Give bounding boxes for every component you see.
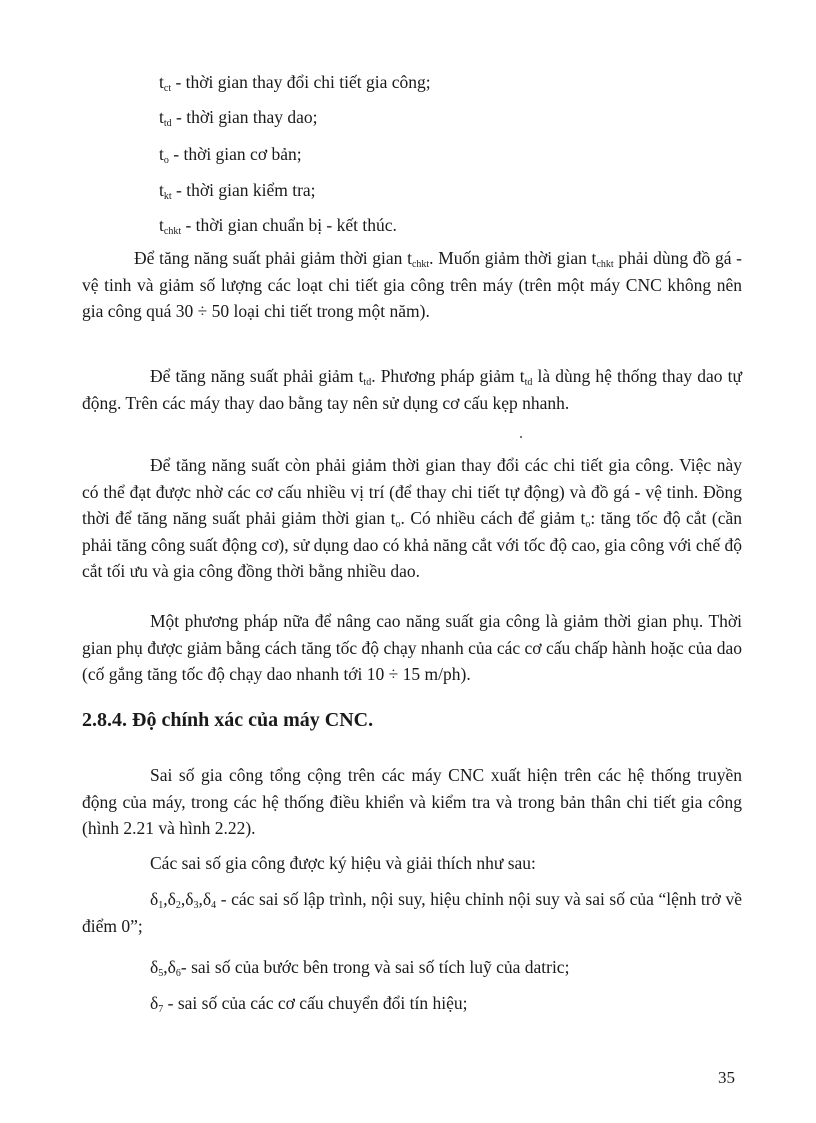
paragraph-total-error: Sai số gia công tổng cộng trên các máy CNC xuất hiện trên các hệ thống truyền động của máy, trong các hệ thống điều khiển và kiểm tra và trong bản thân chi tiết gia công (hình 2.21 và hình 2.22).	[82, 765, 742, 838]
definition-t-o: $t_o$ - thời gian cơ bản;	[159, 144, 302, 166]
paragraph-auxiliary-time: Một phương pháp nữa để nâng cao năng suất gia công là giảm thời gian phụ. Thời gian phụ được giảm bằng cách tăng tốc độ chạy nhanh của các cơ cấu chấp hành hoặc của dao (cố gắng tăng tốc độ chạy dao nhanh tới 10 ÷ 15 m/ph).	[82, 611, 742, 684]
section-heading: 2.8.4. Độ chính xác của máy CNC.	[82, 709, 374, 731]
paragraph-reduce-o: Để tăng năng suất còn phải giảm thời gian thay đổi các chi tiết gia công. Việc này có thể đạt được nhờ các cơ cấu nhiều vị trí (để thay chi tiết tự động) và đồ gá - vệ tinh. Đồng thời để tăng năng suất phải giảm thời gian $t_o$. Có nhiều cách để giảm $t_o$: tăng tốc độ cắt (cần phải tăng công suất động cơ), sử dụng dao có khả năng cắt với tốc độ cao, gia công với chế độ cắt tối ưu và gia công đồng thời bằng nhiều dao.	[82, 455, 742, 581]
paragraph-reduce-td: Để tăng năng suất phải giảm $t_{td}$. Phương pháp giảm $t_{td}$ là dùng hệ thống thay dao tự động. Trên các máy thay dao bằng tay nên sử dụng cơ cấu kẹp nhanh.	[82, 366, 742, 413]
error-item-5-6: $\delta_5,\delta_6-$ sai số của bước bên trong và sai số tích luỹ của datric;	[150, 957, 570, 979]
definition-t-chkt: $t_{chkt}$ - thời gian chuẩn bị - kết thúc.	[159, 215, 397, 237]
page-number: 35	[718, 1068, 735, 1087]
error-item-7: $\delta_7$ - sai số của các cơ cấu chuyển đổi tín hiệu;	[150, 993, 468, 1015]
speck	[520, 436, 522, 438]
definition-t-kt: $t_{kt}$ - thời gian kiểm tra;	[159, 180, 316, 202]
definition-t-ct: $t_{ct}$ - thời gian thay đổi chi tiết gia công;	[159, 72, 431, 94]
paragraph-reduce-chkt: Để tăng năng suất phải giảm thời gian $t_{chkt}$. Muốn giảm thời gian $t_{chkt}$ phải dùng đồ gá - vệ tinh và giảm số lượng các loạt chi tiết gia công trên máy (trên một máy CNC không nên gia công quá 30 ÷ 50 loại chi tiết trong một năm).	[82, 248, 742, 321]
definition-t-td: $t_{td}$ - thời gian thay dao;	[159, 107, 318, 129]
error-item-1-4: $\delta_1,\delta_2,\delta_3,\delta_4$ - các sai số lập trình, nội suy, hiệu chỉnh nội suy và sai số của “lệnh trở về điểm 0”;	[82, 889, 742, 936]
paragraph-error-intro: Các sai số gia công được ký hiệu và giải thích như sau:	[150, 853, 536, 873]
